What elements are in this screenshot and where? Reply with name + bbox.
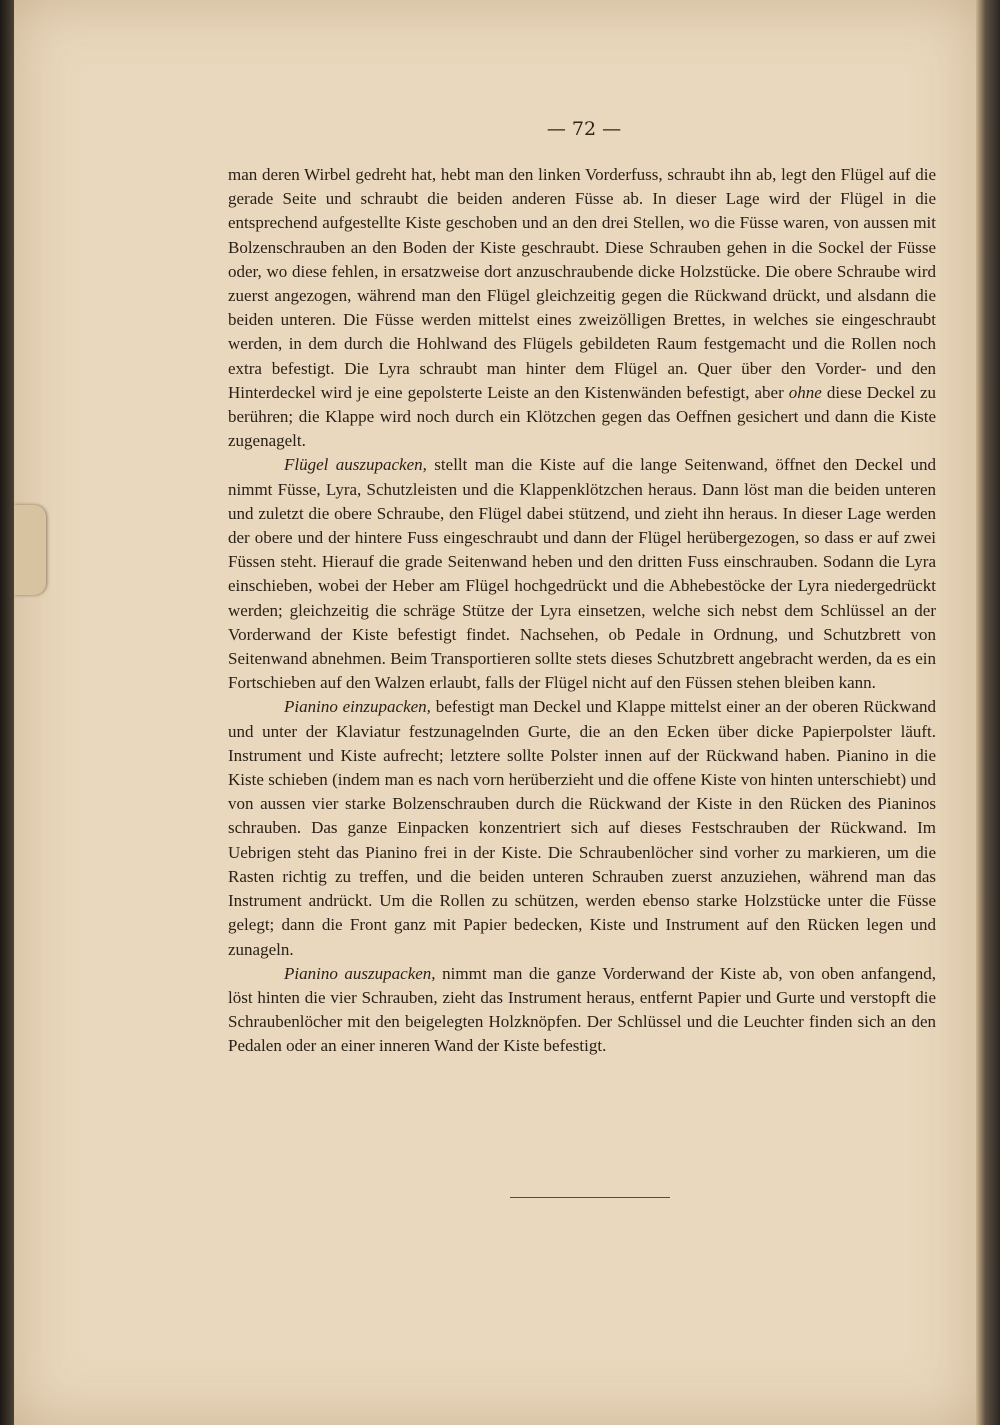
- paragraph-3-text: befestigt man Deckel und Klappe mittelst einer an der oberen Rückwand und unter der Klaviatur festzunagelnden Gurte, die an den Ecken über dicke Papierpolster läuft. Instrument und Kiste aufrecht; letztere sollte Polster innen auf der Rückwand haben. Pianino in die Kiste schieben (indem man es nach vorn herüberzieht und die offene Kiste von hinten unterschiebt) und von aussen vier starke Bolzenschrauben durch die Rückwand der Kiste in den Rücken des Pianinos schrauben. Das ganze Einpacken konzentriert sich auf dieses Festschrauben der Rückwand. Im Uebrigen steht das Pianino frei in der Kiste. Die Schraubenlöcher sind vorher zu markieren, um die Rasten richtig zu treffen, und die beiden unteren Schrauben zuerst anzuziehen, während man das Instrument andrückt. Um die Rollen zu schützen, werden ebenso starke Holzstücke unter die Füsse gelegt; dann die Front ganz mit Papier bedecken, Kiste und Instrument auf den Rücken legen und zunageln.: [228, 697, 937, 959]
- book-page: [14, 0, 976, 1425]
- binding-edge-right: [976, 0, 1000, 1425]
- paragraph-2-lead: Flügel auszupacken,: [284, 455, 427, 475]
- paragraph-4-text: nimmt man die ganze Vorderwand der Kiste ab, von oben anfangend, löst hinten die vier Schrauben, zieht das Instrument heraus, entfernt Papier und Gurte und verstopft die Schraubenlöcher mit den beigelegten Holzknöpfen. Der Schlüssel und die Leuchter finden sich an den Pedalen oder an einer inneren Wand der Kiste befestigt.: [228, 963, 937, 1056]
- paragraph-1: [228, 163, 936, 453]
- paragraph-2: [228, 453, 936, 695]
- paragraph-3: [228, 695, 936, 961]
- binding-edge-left: [0, 0, 14, 1425]
- paragraph-4-lead: Pianino auszupacken,: [284, 963, 436, 983]
- paragraph-4: [228, 962, 936, 1059]
- paragraph-1-tail: diese Deckel zu berühren; die Klappe wird noch durch ein Klötzchen gegen das Oeffnen gesichert und dann die Kiste zugenagelt.: [228, 382, 936, 451]
- body-text: [228, 163, 936, 1059]
- paragraph-3-lead: Pianino einzupacken,: [284, 697, 431, 717]
- paragraph-1-text: man deren Wirbel gedreht hat, hebt man den linken Vorderfuss, schraubt ihn ab, legt den Flügel auf die gerade Seite und schraubt die beiden anderen Füsse ab. In dieser Lage wird der Flügel in die entsprechend aufgestellte Kiste geschoben und an den drei Stellen, wo die Füsse waren, von aussen mit Bolzenschrauben an den Boden der Kiste geschraubt. Diese Schrauben gehen in die Sockel der Füsse oder, wo diese fehlen, in ersatzweise dort anzuschraubende dicke Holzstücke. Die obere Schraube wird zuerst angezogen, während man den Flügel gleichzeitig gegen die Rückwand drückt, und alsdann die beiden unteren. Die Füsse werden mittelst eines zweizölligen Brettes, in welches sie eingeschraubt werden, in dem durch die Hohlwand des Flügels gebildeten Raum festgemacht und die Rollen noch extra befestigt. Die Lyra schraubt man hinter dem Flügel an. Quer über den Vorder- und den Hinterdeckel wird je eine gepolsterte Leiste an den Kistenwänden befestigt, aber: [228, 165, 936, 402]
- paragraph-1-emphasis: ohne: [788, 382, 822, 402]
- paragraph-2-text: stellt man die Kiste auf die lange Seitenwand, öffnet den Deckel und nimmt Füsse, Lyra, Schutzleisten und die Klappenklötzchen heraus. Dann löst man die beiden unteren und zuletzt die obere Schraube, den Flügel dabei stützend, und zieht ihn heraus. In dieser Lage werden der obere und der hintere Fuss eingeschraubt und dann der Flügel herübergezogen, so dass er auf zwei Füssen steht. Hierauf die grade Seitenwand heben und den dritten Fuss einschrauben. Sodann die Lyra einschieben, wobei der Heber am Flügel hochgedrückt und die Abhebestöcke der Lyra niedergedrückt werden; gleichzeitig die schräge Stütze der Lyra einsetzen, welche sich nebst dem Schlüssel an der Vorderwand der Kiste befestigt findet. Nachsehen, ob Pedale in Ordnung, und Schutzbrett von Seitenwand abnehmen. Beim Transportieren sollte stets dieses Schutzbrett angebracht werden, da es ein Fortschieben auf den Walzen erlaubt, falls der Flügel nicht auf den Füssen stehen bleiben kann.: [228, 455, 937, 693]
- end-rule-divider: [510, 1197, 670, 1198]
- page-number: — 72 —: [546, 118, 622, 140]
- page-tab-marker: [14, 505, 46, 595]
